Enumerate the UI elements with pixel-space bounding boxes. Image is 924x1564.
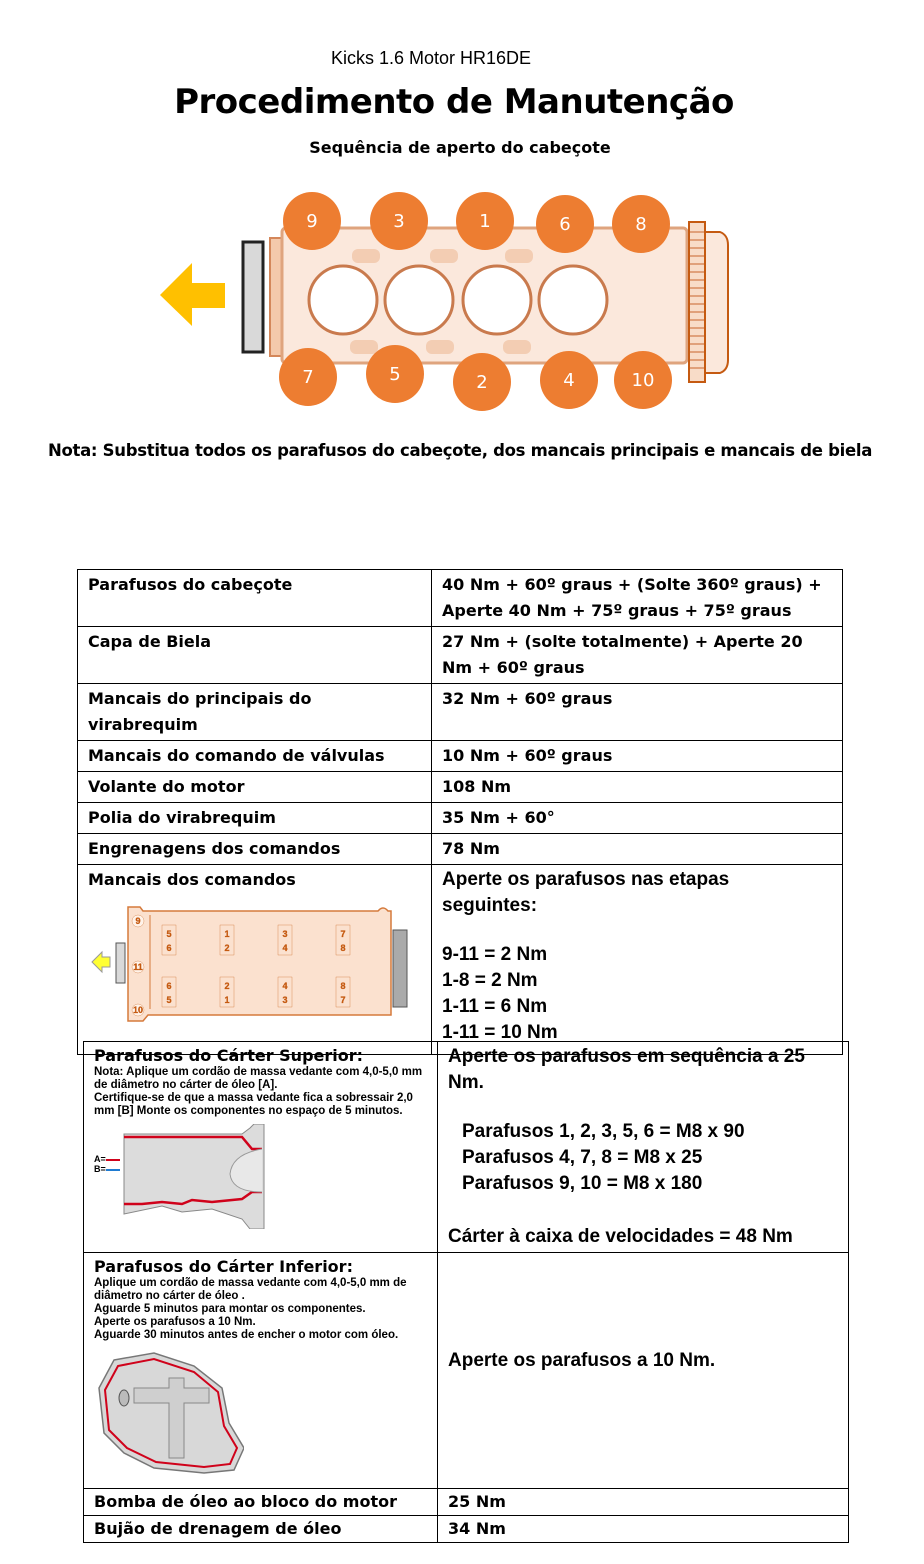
table-row	[78, 684, 843, 741]
table-row	[78, 834, 843, 865]
value-cell: 40 Nm + 60º graus + (Solte 360º graus) + Aperte 40 Nm + 75º graus + 75º graus	[432, 570, 843, 627]
item-cell: Polia do virabrequim	[78, 803, 432, 834]
section-title: Sequência de aperto do cabeçote	[309, 138, 611, 157]
cylinder-head-diagram	[150, 180, 750, 420]
upper-pan-note: Nota: Aplique um cordão de massa vedante com 4,0-5,0 mm de diâmetro no cárter de óleo [A].	[94, 1066, 423, 1091]
item-cell: Engrenagens dos comandos	[78, 834, 432, 865]
svg-text:8: 8	[340, 981, 346, 991]
item-cell: Bomba de óleo ao bloco do motor	[84, 1489, 438, 1516]
replacement-note: Nota: Substitua todos os parafusos do cabeçote, dos mancais principais e mancais de biela	[47, 441, 873, 460]
svg-text:5: 5	[166, 929, 172, 939]
svg-text:8: 8	[340, 943, 346, 953]
bolt-marker: 5	[366, 345, 424, 403]
step-item: 9-11 = 2 Nm	[442, 944, 548, 965]
value-cell: 25 Nm	[438, 1489, 849, 1516]
svg-text:11: 11	[133, 962, 143, 972]
upper-pan-note: Certifique-se de que a massa vedante fica a sobressair 2,0 mm [B] Monte os componentes no espaço de 5 minutos.	[94, 1092, 413, 1117]
svg-text:6: 6	[166, 981, 172, 991]
lower-pan-note: Aguarde 30 minutos antes de encher o motor com óleo.	[94, 1329, 399, 1341]
table-row	[84, 1516, 849, 1543]
svg-text:1: 1	[224, 995, 230, 1005]
table-row-lower-pan	[84, 1253, 849, 1489]
svg-text:10: 10	[132, 1005, 144, 1015]
item-cell: Bujão de drenagem de óleo	[84, 1516, 438, 1543]
page-title: Procedimento de Manutenção	[174, 82, 734, 122]
value-cell: 108 Nm	[432, 772, 843, 803]
bolt-marker: 2	[453, 353, 511, 411]
legend-a: A=	[94, 1154, 106, 1164]
camshaft-bearing-diagram	[88, 897, 408, 1032]
svg-text:2: 2	[224, 981, 230, 991]
bolt-marker: 9	[283, 192, 341, 250]
svg-text:6: 6	[166, 943, 172, 953]
svg-text:1: 1	[224, 929, 230, 939]
lower-pan-note: Aguarde 5 minutos para montar os componentes.	[94, 1303, 366, 1315]
oil-pan-table	[83, 1041, 849, 1543]
value-cell: 35 Nm + 60°	[432, 803, 843, 834]
svg-text:5: 5	[166, 995, 172, 1005]
direction-arrow-icon	[92, 952, 110, 972]
svg-text:7: 7	[340, 995, 346, 1005]
svg-text:7: 7	[340, 929, 346, 939]
lower-pan-instruction: Aperte os parafusos a 10 Nm.	[448, 1349, 716, 1371]
table-row	[78, 627, 843, 684]
value-cell: 32 Nm + 60º graus	[432, 684, 843, 741]
svg-text:3: 3	[282, 995, 288, 1005]
step-item: 1-8 = 2 Nm	[442, 970, 538, 991]
item-cell: Volante do motor	[78, 772, 432, 803]
svg-text:4: 4	[282, 981, 288, 991]
bolt-spec: Parafusos 1, 2, 3, 5, 6 = M8 x 90	[462, 1121, 745, 1142]
camshaft-intro: Aperte os parafusos nas etapas seguintes:	[442, 869, 730, 916]
bolt-marker: 7	[279, 348, 337, 406]
value-cell: 10 Nm + 60º graus	[432, 741, 843, 772]
engine-subtitle: Kicks 1.6 Motor HR16DE	[330, 48, 532, 68]
bolt-spec: Parafusos 4, 7, 8 = M8 x 25	[462, 1147, 703, 1168]
table-row	[78, 570, 843, 627]
svg-text:3: 3	[282, 929, 288, 939]
value-cell: 78 Nm	[432, 834, 843, 865]
bolt-marker: 8	[612, 195, 670, 253]
svg-text:2: 2	[224, 943, 230, 953]
upper-pan-instruction: Aperte os parafusos em sequência a 25 Nm.	[448, 1046, 805, 1093]
item-cell: Mancais do comando de válvulas	[78, 741, 432, 772]
lower-pan-illustration	[94, 1348, 244, 1478]
bolt-spec: Parafusos 9, 10 = M8 x 180	[462, 1173, 703, 1194]
table-row-camshaft	[78, 865, 843, 1055]
item-cell: Parafusos do cabeçote	[78, 570, 432, 627]
item-cell: Mancais dos comandos	[88, 870, 296, 889]
item-cell: Mancais do principais do virabrequim	[78, 684, 432, 741]
gearbox-torque: Cárter à caixa de velocidades = 48 Nm	[448, 1226, 793, 1247]
step-item: 1-11 = 6 Nm	[442, 996, 548, 1017]
lower-pan-title: Parafusos do Cárter Inferior:	[94, 1257, 353, 1276]
bolt-marker: 10	[614, 351, 672, 409]
value-cell: 34 Nm	[438, 1516, 849, 1543]
bolt-marker: 1	[456, 192, 514, 250]
table-row	[78, 772, 843, 803]
upper-pan-illustration	[94, 1124, 427, 1229]
bolt-marker: 3	[370, 192, 428, 250]
step-item: 1-11 = 10 Nm	[442, 1022, 558, 1043]
table-row	[84, 1489, 849, 1516]
item-cell: Capa de Biela	[78, 627, 432, 684]
lower-pan-note: Aperte os parafusos a 10 Nm.	[94, 1316, 256, 1328]
direction-arrow-icon	[160, 263, 225, 326]
legend-b: B=	[94, 1164, 106, 1174]
bolt-marker: 4	[540, 351, 598, 409]
table-row	[78, 803, 843, 834]
table-row-upper-pan	[84, 1042, 849, 1253]
svg-text:4: 4	[282, 943, 288, 953]
torque-table	[77, 569, 843, 1055]
value-cell: 27 Nm + (solte totalmente) + Aperte 20 Nm + 60º graus	[432, 627, 843, 684]
bolt-marker: 6	[536, 195, 594, 253]
upper-pan-title: Parafusos do Cárter Superior:	[94, 1046, 364, 1065]
svg-text:9: 9	[135, 916, 141, 926]
table-row	[78, 741, 843, 772]
lower-pan-note: Aplique um cordão de massa vedante com 4,0-5,0 mm de diâmetro no cárter de óleo .	[94, 1277, 407, 1302]
